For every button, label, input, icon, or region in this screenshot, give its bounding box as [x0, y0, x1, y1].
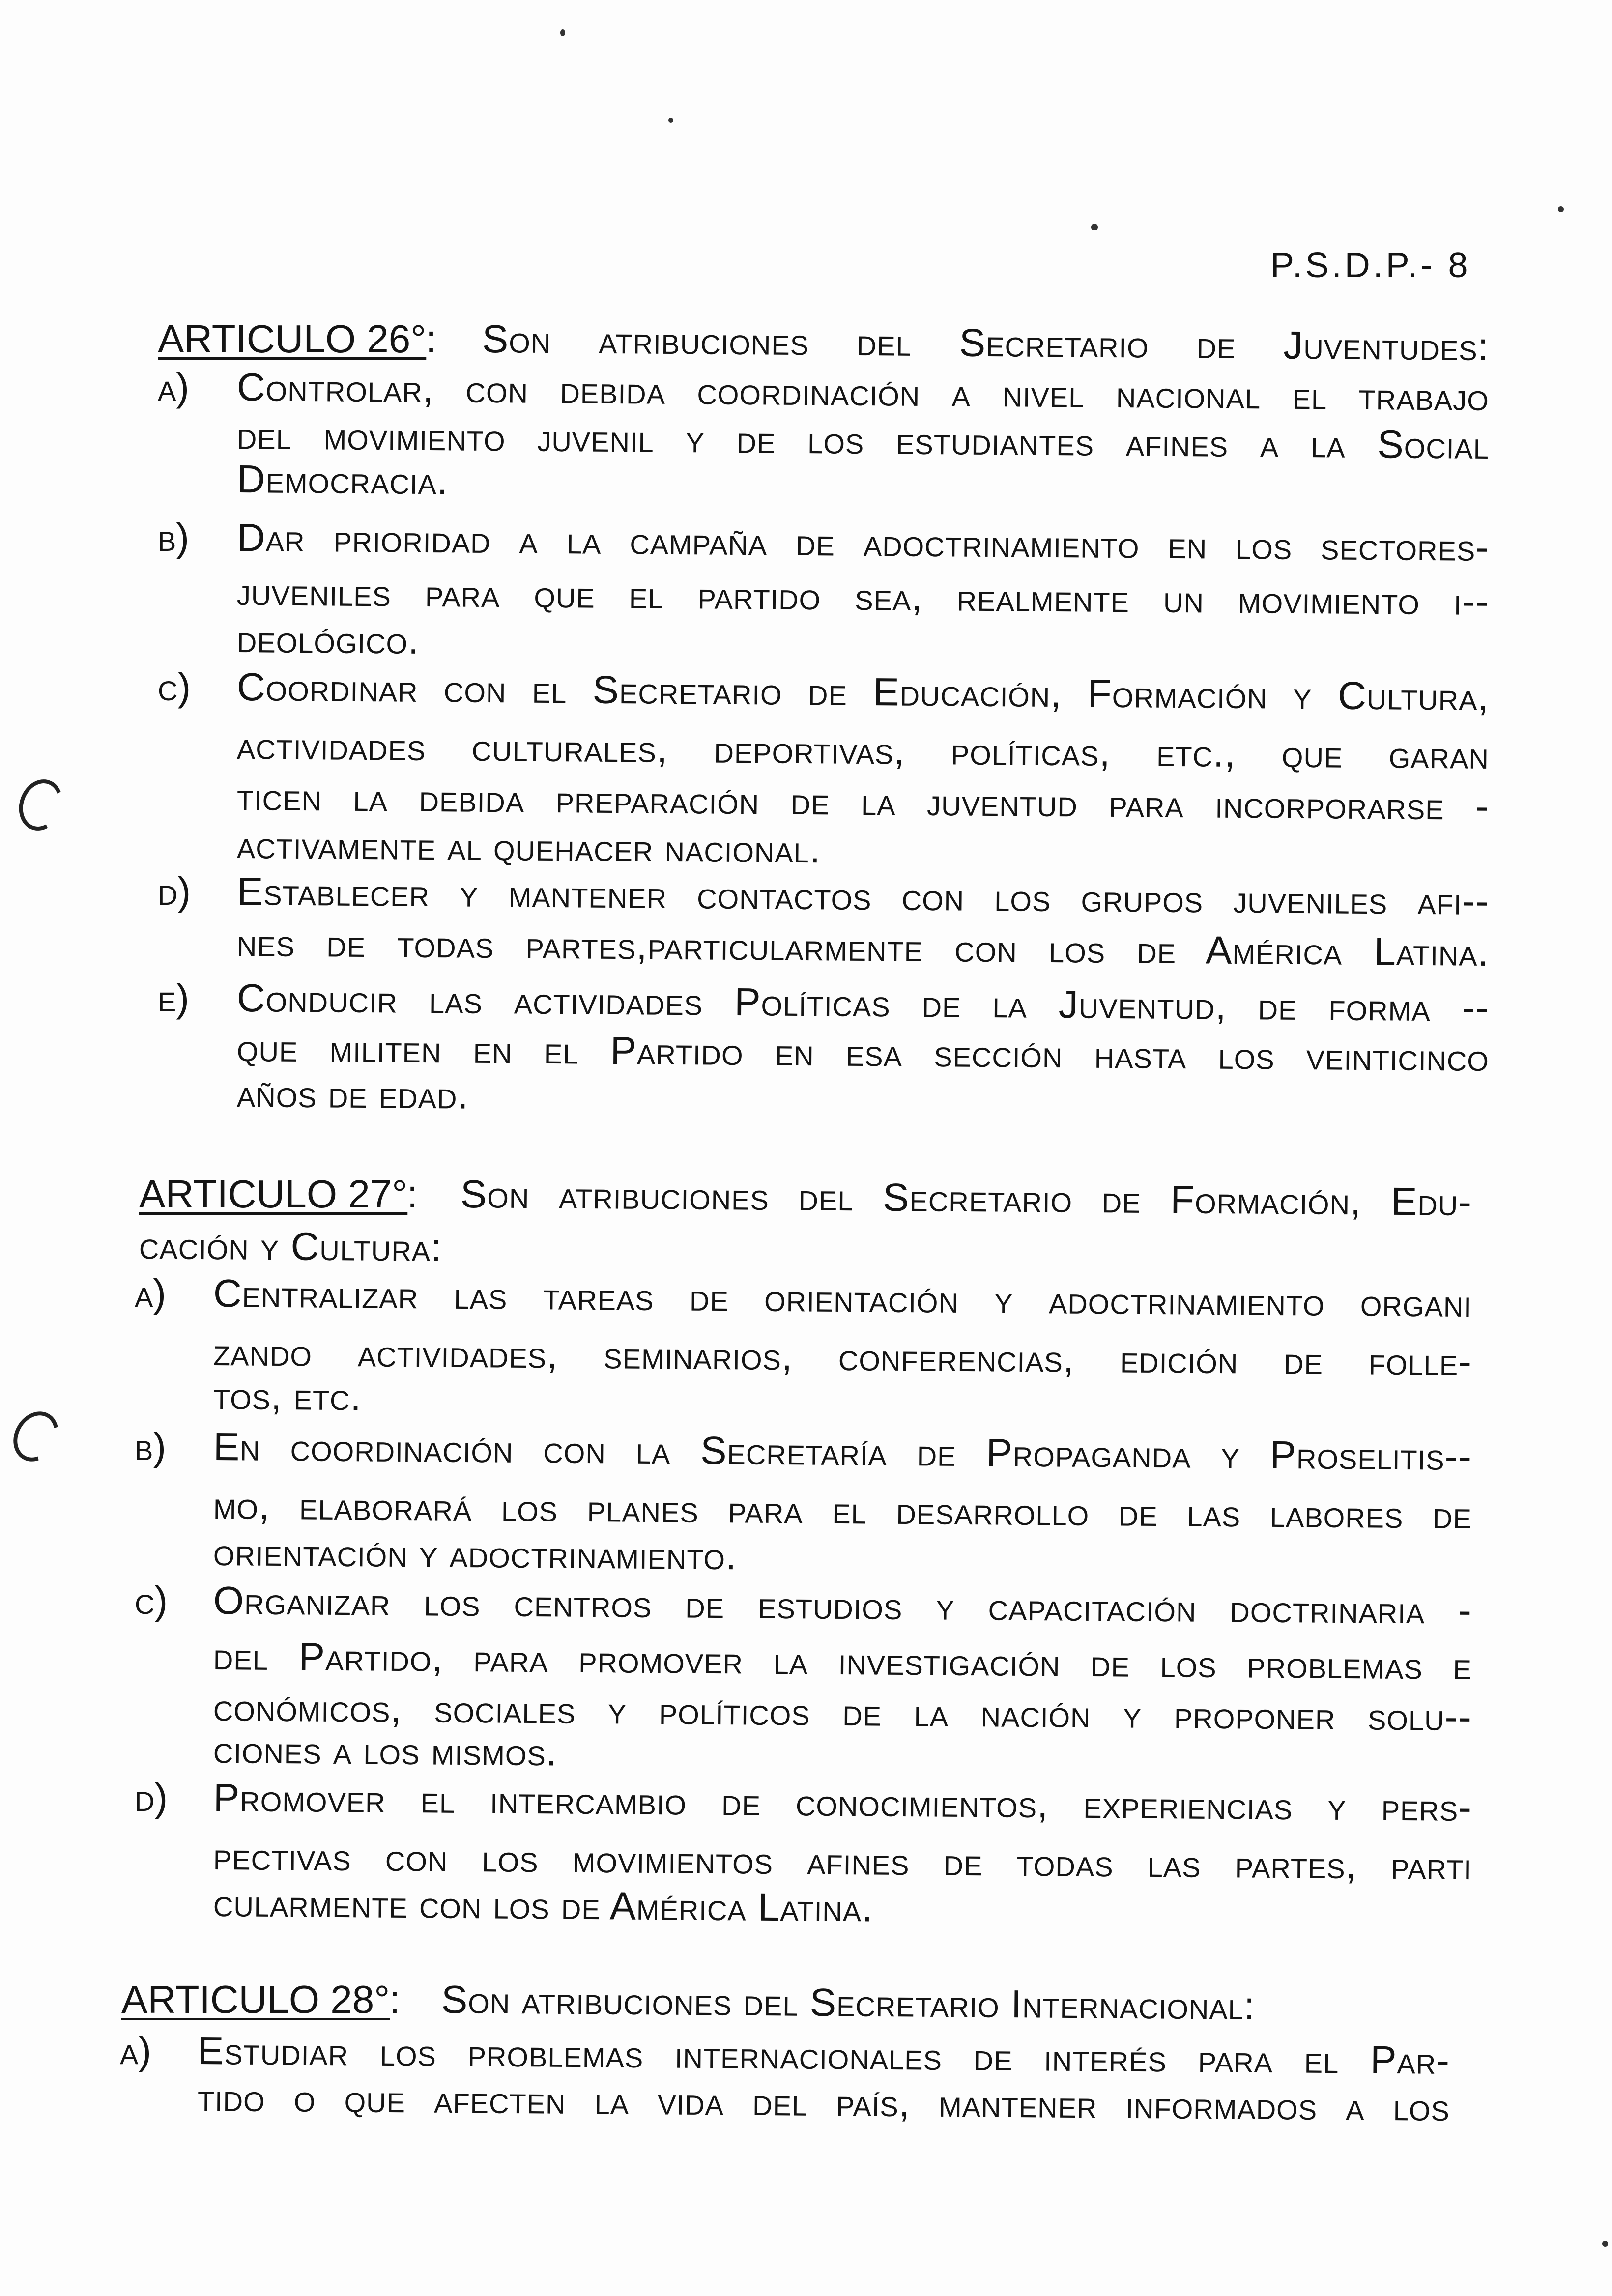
article-heading-text: cación y Cultura: — [139, 1223, 442, 1269]
speck — [560, 29, 565, 36]
item-text-line: que militen en el Partido en esa sección hasta los veinticinco — [236, 1026, 1490, 1080]
article-heading-text: Son atribuciones del Secretario de Formación, Edu- — [460, 1172, 1472, 1224]
item-text-line: del Partido, para promover la investigación de los problemas e — [213, 1634, 1472, 1688]
article-heading-text: Son atribuciones del Secretario de Juventudes: — [482, 317, 1490, 369]
item-text-line: Promover el intercambio de conocimientos, experiencias y pers- — [213, 1776, 1472, 1830]
item-text-line: cularmente con los de América Latina. — [213, 1881, 873, 1930]
item-text-line: nes de todas partes,particularmente con los de América Latina. — [236, 920, 1490, 975]
article-heading-colon: : — [426, 317, 437, 361]
item-text-line: En coordinación con la Secretaría de Propaganda y Proselitis-- — [213, 1425, 1472, 1479]
item-letter: a) — [120, 2029, 151, 2072]
item-text-line: activamente al quehacer nacional. — [236, 823, 821, 871]
item-text-line: ticen la debida preparación de la juventud para incorporarse - — [236, 775, 1490, 829]
item-letter: d) — [135, 1776, 168, 1819]
speck — [668, 118, 673, 123]
item-text-line: zando actividades, seminarios, conferencias, edición de folle- — [213, 1330, 1472, 1384]
item-text-line: ciones a los mismos. — [213, 1727, 558, 1774]
item-text-line: Dar prioridad a la campaña de adoctrinamiento en los sectores- — [236, 516, 1490, 570]
punch-hole-mark — [12, 773, 69, 836]
page-header: P.S.D.P.- 8 — [1270, 246, 1471, 285]
item-letter: b) — [135, 1425, 166, 1468]
item-text-line: tido o que afecten la vida del país, mantener informados a los — [197, 2075, 1450, 2129]
item-text-line: años de edad. — [236, 1071, 469, 1117]
item-text-line: Estudiar los problemas internacionales de interés para el Par- — [197, 2029, 1450, 2083]
item-text-line: juveniles para que el partido sea, realmente un movimiento i-- — [236, 570, 1490, 624]
speck — [1602, 2241, 1608, 2247]
item-letter: d) — [158, 869, 191, 913]
item-text-line: pectivas con los movimientos afines de todas las partes, parti — [213, 1834, 1472, 1888]
item-text-line: Coordinar con el Secretario de Educación, Formación y Cultura, — [236, 665, 1490, 719]
article-heading-colon: : — [389, 1978, 401, 2021]
item-text-line: del movimiento juvenil y de los estudiantes afines a la Social — [236, 413, 1490, 467]
item-text-line: Conducir las actividades Políticas de la Juventud, de forma -- — [236, 976, 1490, 1030]
article-heading-label: ARTICULO 26° — [158, 317, 427, 361]
article-heading-colon: : — [407, 1172, 418, 1216]
item-letter: c) — [135, 1578, 168, 1622]
item-letter: b) — [158, 516, 189, 559]
item-text-line: Democracia. — [236, 457, 449, 503]
item-text-line: actividades culturales, deportivas, políticas, etc., que garan — [236, 723, 1490, 777]
item-letter: c) — [158, 665, 191, 709]
item-letter: e) — [158, 976, 189, 1020]
speck — [1558, 206, 1564, 212]
punch-hole-mark — [4, 1404, 67, 1470]
item-letter: a) — [158, 365, 189, 409]
article-heading-label: ARTICULO 28° — [121, 1978, 390, 2021]
item-text-line: Controlar, con debida coordinación a nivel nacional el trabajo — [236, 365, 1490, 419]
article-heading-text: Son atribuciones del Secretario Internacional: — [441, 1978, 1256, 2028]
item-text-line: Centralizar las tareas de orientación y adoctrinamiento organi — [213, 1271, 1472, 1325]
item-text-line: orientación y adoctrinamiento. — [213, 1530, 737, 1578]
item-text-line: mo, elaborará los planes para el desarrollo de las labores de — [213, 1483, 1472, 1537]
article-heading-label: ARTICULO 27° — [139, 1172, 408, 1216]
item-text-line: conómicos, sociales y políticos de la nación y proponer solu-- — [213, 1685, 1472, 1739]
speck — [1091, 224, 1098, 230]
item-text-line: tos, etc. — [213, 1374, 362, 1419]
item-letter: a) — [135, 1271, 166, 1315]
item-text-line: Organizar los centros de estudios y capacitación doctrinaria - — [213, 1578, 1472, 1633]
item-text-line: deológico. — [236, 617, 420, 662]
item-text-line: Establecer y mantener contactos con los grupos juveniles afi-- — [236, 869, 1490, 923]
